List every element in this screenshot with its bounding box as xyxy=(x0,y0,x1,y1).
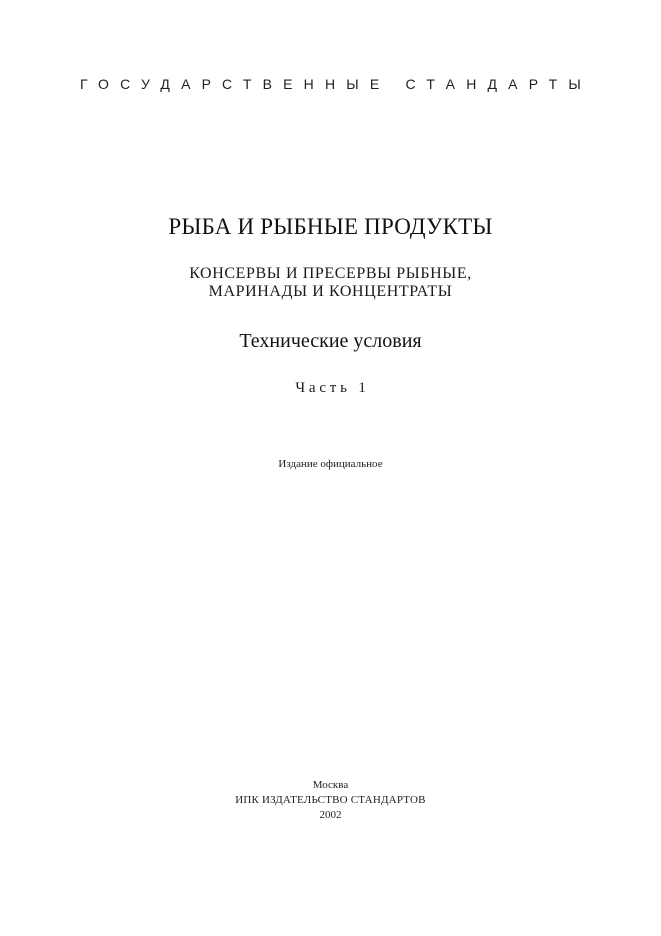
imprint xyxy=(0,778,661,823)
subtitle-line-2: МАРИНАДЫ И КОНЦЕНТРАТЫ xyxy=(208,283,453,300)
subtitle-line-1: КОНСЕРВЫ И ПРЕСЕРВЫ РЫБНЫЕ, xyxy=(189,265,472,282)
series-heading: ГОСУДАРСТВЕННЫЕ СТАНДАРТЫ xyxy=(80,76,592,92)
imprint-publisher: ИПК ИЗДАТЕЛЬСТВО СТАНДАРТОВ xyxy=(235,794,426,806)
main-title: РЫБА И РЫБНЫЕ ПРОДУКТЫ xyxy=(168,214,493,239)
part-label: Часть 1 xyxy=(295,380,370,396)
imprint-year: 2002 xyxy=(319,809,342,821)
imprint-city: Москва xyxy=(312,779,349,791)
edition-label: Издание официальное xyxy=(278,458,383,470)
spec-type: Технические условия xyxy=(239,330,422,352)
subtitle xyxy=(0,265,661,301)
